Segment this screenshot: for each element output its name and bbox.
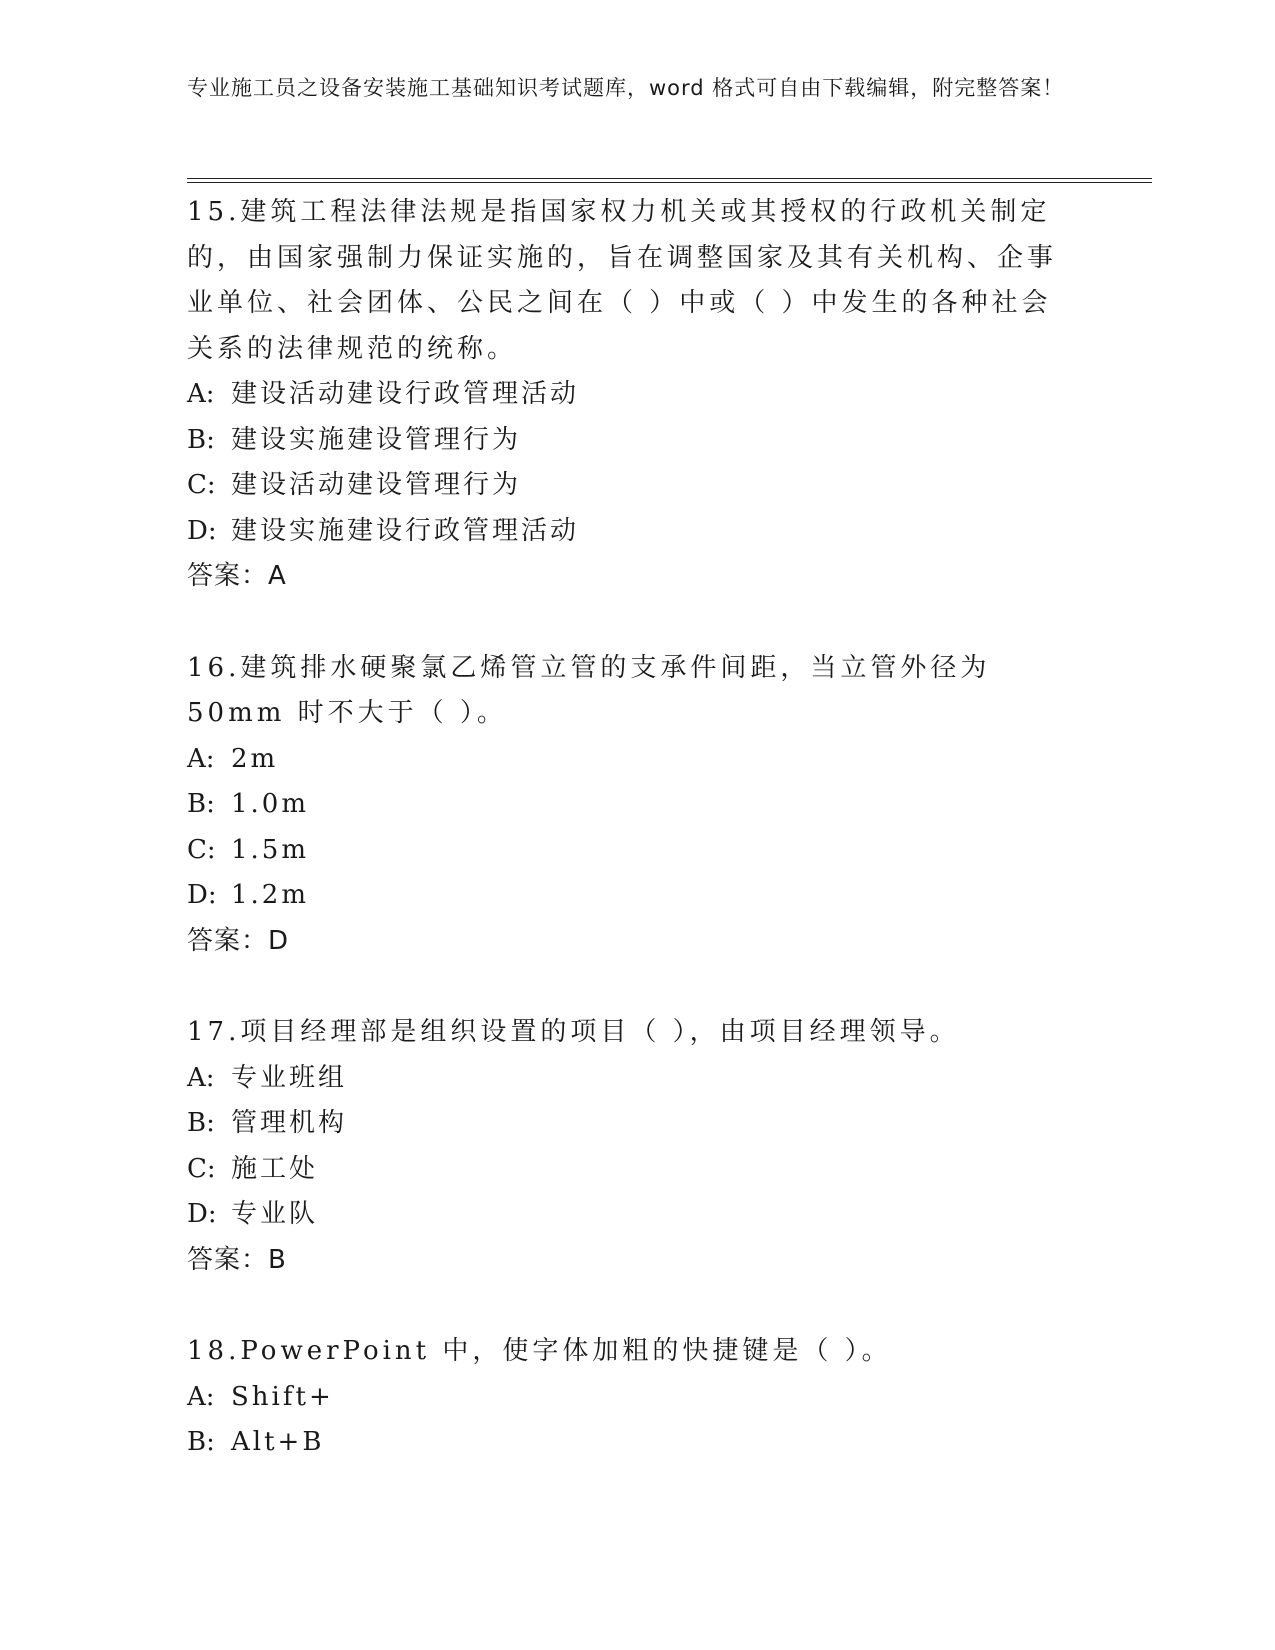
question-text: 16.建筑排水硬聚氯乙烯管立管的支承件间距，当立管外径为 50mm 时不大于（ ）。 [187,652,991,728]
option-letter: D: [187,515,217,546]
option-a [187,1375,1067,1421]
option-letter: D: [187,880,217,910]
option-b [187,1420,1067,1466]
option-text: 1.2m [231,880,310,910]
option-text: 2m [231,743,279,774]
option-letter: B: [187,1108,215,1138]
option-c [187,463,1067,509]
question-list [187,190,1067,1512]
option-a [187,737,1067,783]
option-text: 施工处 [231,1153,319,1184]
option-letter: A: [187,379,215,409]
option-a [187,372,1067,418]
document-header: 专业施工员之设备安装施工基础知识考试题库，word 格式可自由下载编辑，附完整答案！ [187,76,1065,100]
option-text: 1.0m [231,789,310,819]
option-letter: B: [187,424,215,455]
option-text: 建设活动建设行政管理活动 [231,379,580,409]
option-text: Shift+ [231,1381,334,1412]
option-a [187,1056,1067,1102]
question-17 [187,1010,1067,1283]
question-18 [187,1329,1067,1466]
option-text: 1.5m [231,834,310,865]
option-letter: A: [187,1381,215,1412]
option-b [187,1101,1067,1147]
option-text: 管理机构 [231,1108,348,1138]
option-letter: C: [187,834,216,865]
question-text: 15.建筑工程法律法规是指国家权力机关或其授权的行政机关制定的，由国家强制力保证实施的，旨在调整国家及其有关机构、企事业单位、社会团体、公民之间在（ ）中或（ ）中发生的各种社会关系的法律规范的统称。 [187,197,1058,364]
option-d [187,873,1067,919]
option-letter: A: [187,743,215,774]
option-d [187,1192,1067,1238]
question-text: 18.PowerPoint 中，使字体加粗的快捷键是（ ）。 [187,1336,892,1366]
option-d [187,509,1067,555]
question-15 [187,190,1067,600]
option-text: 建设实施建设管理行为 [231,424,522,455]
option-text: Alt+B [231,1427,325,1457]
option-letter: A: [187,1062,215,1093]
option-letter: C: [187,1153,216,1184]
answer: 答案：A [187,561,287,591]
header-rule-top [187,178,1152,179]
option-b [187,782,1067,828]
option-b [187,418,1067,464]
answer: 答案：D [187,925,290,956]
option-text: 建设实施建设行政管理活动 [231,515,580,546]
option-letter: D: [187,1199,217,1229]
option-letter: B: [187,789,215,819]
option-text: 专业班组 [231,1062,348,1093]
header-rule-bottom [187,182,1152,183]
option-c [187,828,1067,874]
question-text: 17.项目经理部是组织设置的项目（ ），由项目经理领导。 [187,1017,960,1047]
option-c [187,1147,1067,1193]
option-letter: C: [187,470,216,500]
question-16 [187,646,1067,965]
option-letter: B: [187,1427,215,1457]
option-text: 专业队 [231,1199,319,1229]
option-text: 建设活动建设管理行为 [231,470,522,500]
answer: 答案：B [187,1244,287,1275]
